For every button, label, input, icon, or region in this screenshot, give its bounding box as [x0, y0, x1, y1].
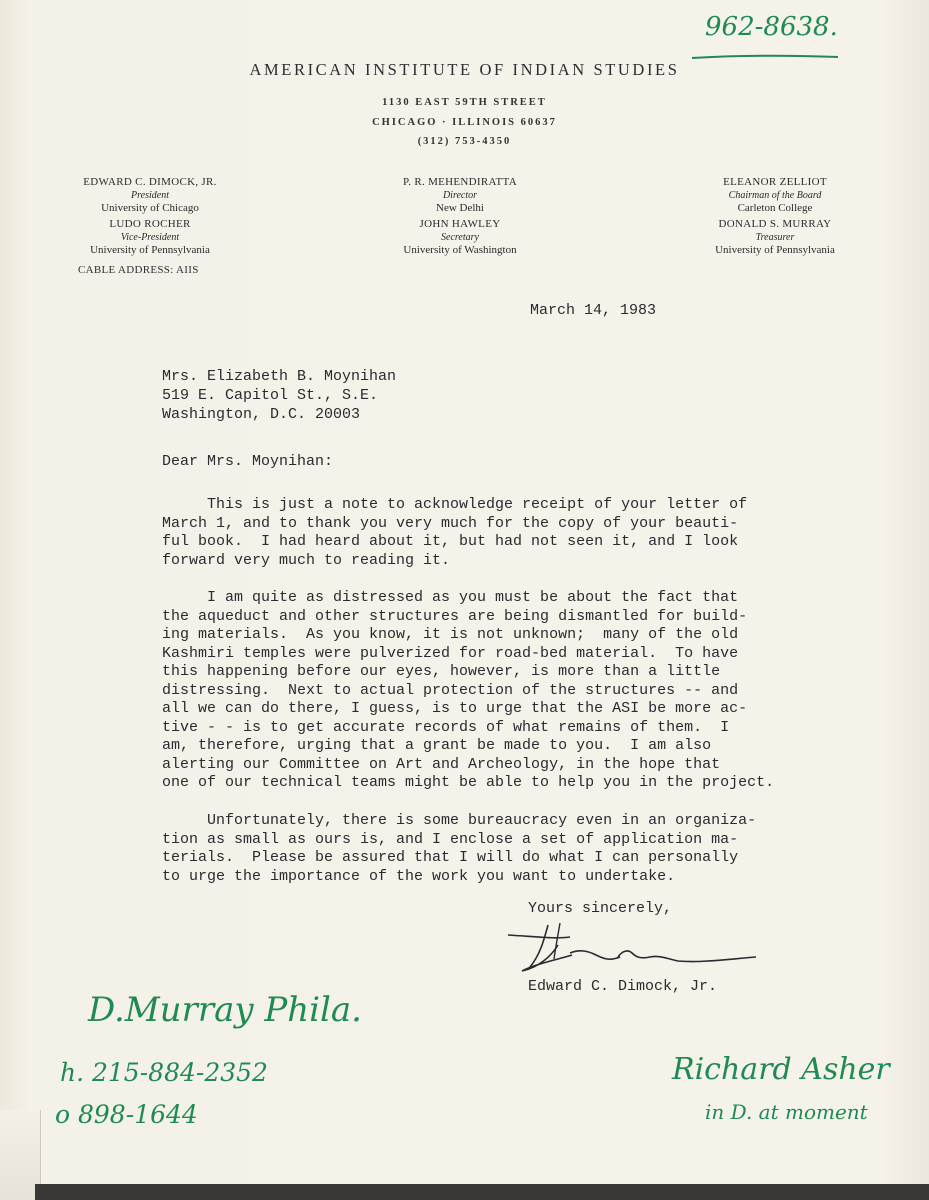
- officer-role: President: [131, 190, 169, 201]
- officer-president: [60, 176, 240, 215]
- paragraph-1-line: forward very much to reading it.: [162, 551, 451, 569]
- officer-role: Secretary: [441, 232, 479, 243]
- officer-name: JOHN HAWLEY: [419, 218, 501, 230]
- paragraph-2-line: this happening before our eyes, however, is more than a little: [162, 663, 721, 680]
- paragraph-2-line: Kashmiri temples were pulverized for road-bed material. To have: [162, 644, 739, 662]
- signer-name: Edward C. Dimock, Jr.: [528, 978, 718, 995]
- officer-role: Chairman of the Board: [728, 190, 822, 201]
- officer-org: University of Pennsylvania: [90, 244, 210, 256]
- handwritten-home-phone: h. 215-884-2352: [60, 1058, 268, 1087]
- officer-secretary: [370, 218, 550, 257]
- paragraph-2-line: alerting our Committee on Art and Archeology, in the hope that: [162, 755, 721, 773]
- officer-name: DONALD S. MURRAY: [718, 218, 832, 230]
- paragraph-1-line: March 1, and to thank you very much for the copy of your beauti-: [162, 514, 739, 532]
- officer-role: Vice-President: [120, 232, 180, 243]
- officer-org: University of Washington: [403, 244, 517, 256]
- handwritten-note-location: in D. at moment: [705, 1100, 868, 1124]
- officer-name: P. R. MEHENDIRATTA: [403, 176, 517, 188]
- handwritten-office-phone: o 898-1644: [55, 1100, 198, 1129]
- letter-date: March 14, 1983: [530, 302, 657, 319]
- paragraph-2-line: tive - - is to get accurate records of what remains of them. I: [162, 718, 730, 736]
- paragraph-3-line: to urge the importance of the work you want to undertake.: [162, 867, 676, 885]
- institution-title: AMERICAN INSTITUTE OF INDIAN STUDIES: [249, 60, 680, 79]
- recipient-city: Washington, D.C. 20003: [162, 406, 361, 423]
- officer-director: [370, 176, 550, 215]
- officer-treasurer: [680, 218, 870, 257]
- officer-name: ELEANOR ZELLIOT: [723, 176, 827, 188]
- officer-name: EDWARD C. DIMOCK, JR.: [83, 176, 217, 188]
- officer-vice-president: [60, 218, 240, 257]
- officer-role: Director: [442, 190, 478, 201]
- paragraph-2-line: one of our technical teams might be able to help you in the project.: [162, 774, 775, 791]
- paragraph-2-line: the aqueduct and other structures are being dismantled for build-: [162, 607, 748, 625]
- officer-org: New Delhi: [436, 202, 484, 214]
- handwritten-phone-number: 962-8638.: [705, 12, 838, 42]
- street-address: 1130 EAST 59TH STREET: [382, 97, 547, 108]
- officer-org: Carleton College: [737, 202, 813, 214]
- paragraph-2-line: distressing. Next to actual protection of the structures -- and: [162, 681, 739, 699]
- closing: Yours sincerely,: [528, 900, 673, 917]
- cable-address: CABLE ADDRESS: AIIS: [78, 264, 199, 276]
- paragraph-2-line: I am quite as distressed as you must be about the fact that: [162, 589, 739, 606]
- paragraph-2-line: ing materials. As you know, it is not unknown; many of the old: [162, 626, 739, 643]
- scan-edge: [35, 1184, 929, 1200]
- paragraph-3-line: terials. Please be assured that I will do what I can personally: [162, 849, 739, 866]
- paragraph-2-line: all we can do there, I guess, is to urge that the ASI be more ac-: [162, 700, 748, 717]
- phone-number: (312) 753-4350: [417, 136, 512, 147]
- recipient-street: 519 E. Capitol St., S.E.: [162, 387, 379, 404]
- officer-org: University of Pennsylvania: [715, 244, 835, 256]
- handwritten-name: D.Murray Phila.: [88, 990, 362, 1030]
- paragraph-2-line: am, therefore, urging that a grant be made to you. I am also: [162, 737, 712, 754]
- paragraph-1-line: ful book. I had heard about it, but had not seen it, and I look: [162, 533, 739, 550]
- officer-chairman: [680, 176, 870, 215]
- officer-role: Treasurer: [755, 232, 795, 243]
- paragraph-3-line: Unfortunately, there is some bureaucracy even in an organiza-: [162, 812, 757, 829]
- recipient-name: Mrs. Elizabeth B. Moynihan: [162, 368, 397, 385]
- officer-name: LUDO ROCHER: [109, 218, 191, 230]
- officer-org: University of Chicago: [101, 202, 199, 214]
- handwritten-note-name: Richard Asher: [672, 1052, 890, 1087]
- handwritten-signature: [500, 915, 760, 985]
- paragraph-3-line: tion as small as ours is, and I enclose a set of application ma-: [162, 830, 739, 848]
- city-address: CHICAGO · ILLINOIS 60637: [372, 117, 557, 128]
- paragraph-1-line: This is just a note to acknowledge receipt of your letter of: [162, 496, 748, 513]
- salutation: Dear Mrs. Moynihan:: [162, 453, 334, 470]
